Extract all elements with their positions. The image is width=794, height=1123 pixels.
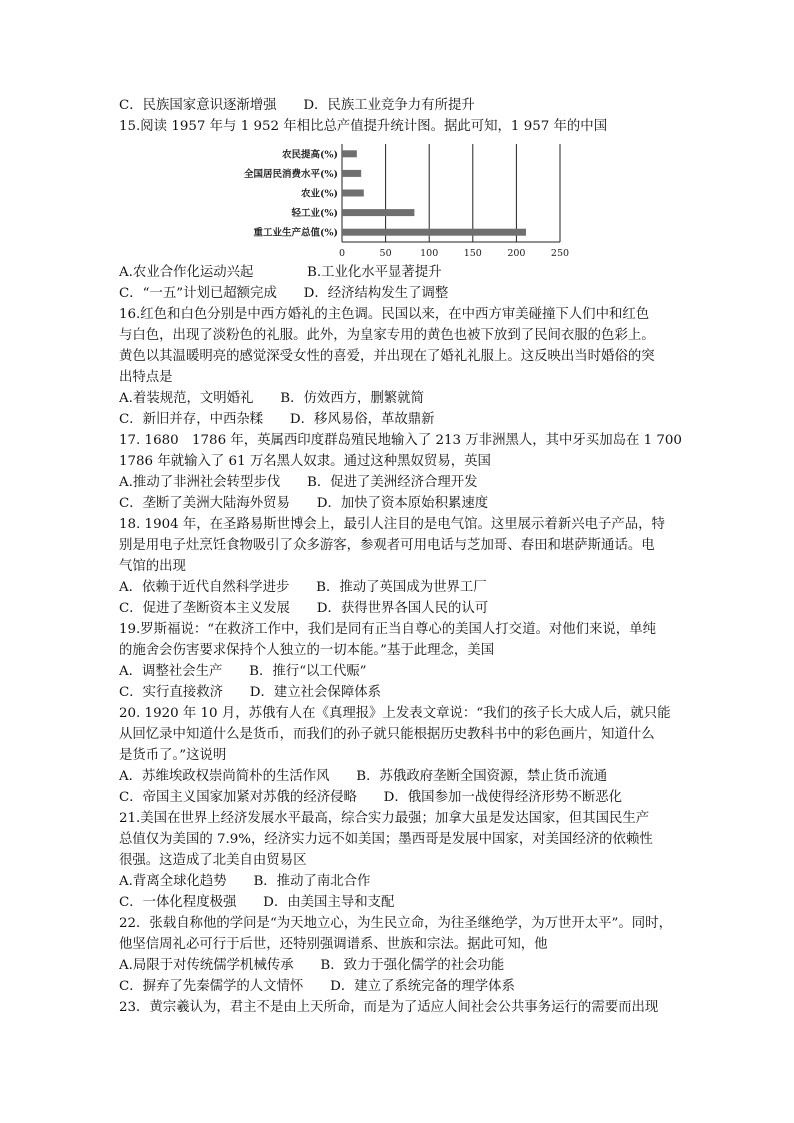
bar (342, 150, 357, 157)
category-label: 轻工业(%) (291, 208, 338, 220)
text-line: 出特点是 (119, 370, 173, 385)
text-line: 是货币了。”这说明 (119, 748, 227, 763)
text-line: 他坚信周礼必可行于后世，还特别强调谱系、世族和宗法。据此可知，他 (119, 937, 548, 952)
text-line: C．一体化程度极强 D．由美国主导和支配 (119, 895, 395, 910)
text-line: 23．黄宗羲认为，君主不是由上天所命，而是为了适应人间社会公共事务运行的需要而出现 (119, 1000, 659, 1015)
text-line: 18. 1904 年，在圣路易斯世博会上，最引人注目的是电气馆。这里展示着新兴电子产品，特 (119, 517, 665, 532)
bar (342, 190, 364, 197)
text-line: 22．张载自称他的学问是“为天地立心，为生民立命，为往圣继绝学，为万世开太平”。同时， (119, 916, 672, 931)
text-line: 气馆的出现 (119, 559, 186, 574)
text-line: C．垄断了美洲大陆海外贸易 D．加快了资本原始积累速度 (119, 496, 489, 511)
bar (342, 170, 361, 177)
text-line: 20. 1920 年 10 月，苏俄有人在《真理报》上发表文章说：“我们的孩子长大成人后，就只能 (119, 706, 671, 721)
text-line: A．调整社会生产 B．推行“以工代赈” (119, 664, 367, 679)
text-line: A.背离全球化趋势 B．推动了南北合作 (119, 874, 371, 889)
text-line: 19.罗斯福说：“在救济工作中，我们是同有正当自尊心的美国人打交道。对他们来说，单纯 (119, 622, 656, 637)
text-line: 1786 年就输入了 61 万名黑人奴隶。通过这种黑奴贸易，英国 (119, 454, 491, 469)
x-tick-label: 150 (463, 248, 482, 259)
x-tick-label: 0 (338, 248, 346, 259)
text-line: 与白色，出现了淡粉色的礼服。此外，为皇家专用的黄色也被下放到了民间衣服的色彩上。 (119, 328, 655, 343)
text-line: C．实行直接救济 D．建立社会保障体系 (119, 685, 382, 700)
text-line: A.着装规范，文明婚礼 B．仿效西方，删繁就简 (119, 391, 424, 406)
text-line: 17. 1680 1786 年，英属西印度群岛殖民地输入了 213 万非洲黑人，其中牙买加岛在 1 700 (119, 433, 682, 448)
text-line: 别是用电子灶烹饪食物吸引了众多游客，参观者可用电话与芝加哥、春田和堪萨斯通话。电 (119, 538, 655, 553)
text-line: C．促进了垄断资本主义发展 D．获得世界各国人民的认可 (119, 601, 489, 616)
text-line: 16.红色和白色分别是中西方婚礼的主色调。民国以来，在中西方审美碰撞下人们中和红色 (119, 307, 650, 322)
text-line: A.局限于对传统儒学机械传承 B．致力于强化儒学的社会功能 (119, 958, 505, 973)
text-line: C．“一五”计划已超额完成 D．经济结构发生了调整 (119, 286, 449, 301)
x-tick-label: 50 (379, 248, 392, 259)
text-line: 15.阅读 1957 年与 1 952 年相比总产值提升统计图。据此可知，1 957 年的中国 (119, 119, 608, 134)
text-line: A．苏维埃政权崇尚简朴的生活作风 B．苏俄政府垄断全国资源，禁止货币流通 (119, 769, 608, 784)
text-line: C．帝国主义国家加紧对苏俄的经济侵略 D．俄国参加一战使得经济形势不断恶化 (119, 790, 623, 805)
x-tick-label: 100 (420, 248, 439, 259)
text-line: 的施舍会伤害要求保持个人独立的一切本能。”基于此理念，美国 (119, 643, 495, 658)
bar (342, 229, 526, 236)
category-label: 全国居民消费水平(%) (243, 168, 338, 180)
text-line: 很强。这造成了北美自由贸易区 (119, 853, 307, 868)
text-line: A.推动了非洲社会转型步伐 B．促进了美洲经济合理开发 (119, 475, 478, 490)
text-line: C．新旧并存，中西杂糅 D．移风易俗，革故鼎新 (119, 412, 435, 427)
text-line: C．民族国家意识逐渐增强 D．民族工业竞争力有所提升 (119, 98, 475, 113)
text-line: 21.美国在世界上经济发展水平最高，综合实力最强；加拿大虽是发达国家，但其国民生产 (119, 811, 650, 826)
category-label: 农业(%) (300, 188, 338, 200)
text-line: 黄色以其温暖明亮的感觉深受女性的喜爱，并出现在了婚礼礼服上。这反映出当时婚俗的突 (119, 349, 655, 364)
text-line: 总值仅为美国的 7.9%，经济实力远不如美国；墨西哥是发展中国家，对美国经济的依赖性 (119, 832, 653, 847)
category-label: 重工业生产总值(%) (253, 227, 338, 239)
x-tick-label: 250 (550, 248, 570, 259)
text-line: A.农业合作化运动兴起 B.工业化水平显著提升 (119, 265, 442, 280)
x-tick-label: 200 (507, 248, 526, 259)
text-line: A．依赖于近代自然科学进步 B．推动了英国成为世界工厂 (119, 580, 487, 595)
text-line: 从回忆录中知道什么是货币，而我们的孙子就只能根据历史教科书中的彩色画片，知道什么 (119, 727, 655, 742)
output-growth-bar-chart (230, 142, 580, 266)
bar (342, 209, 414, 216)
category-label: 农民提高(%) (281, 149, 338, 161)
text-line: C．摒弃了先秦儒学的人文情怀 D．建立了系统完备的理学体系 (119, 979, 515, 994)
